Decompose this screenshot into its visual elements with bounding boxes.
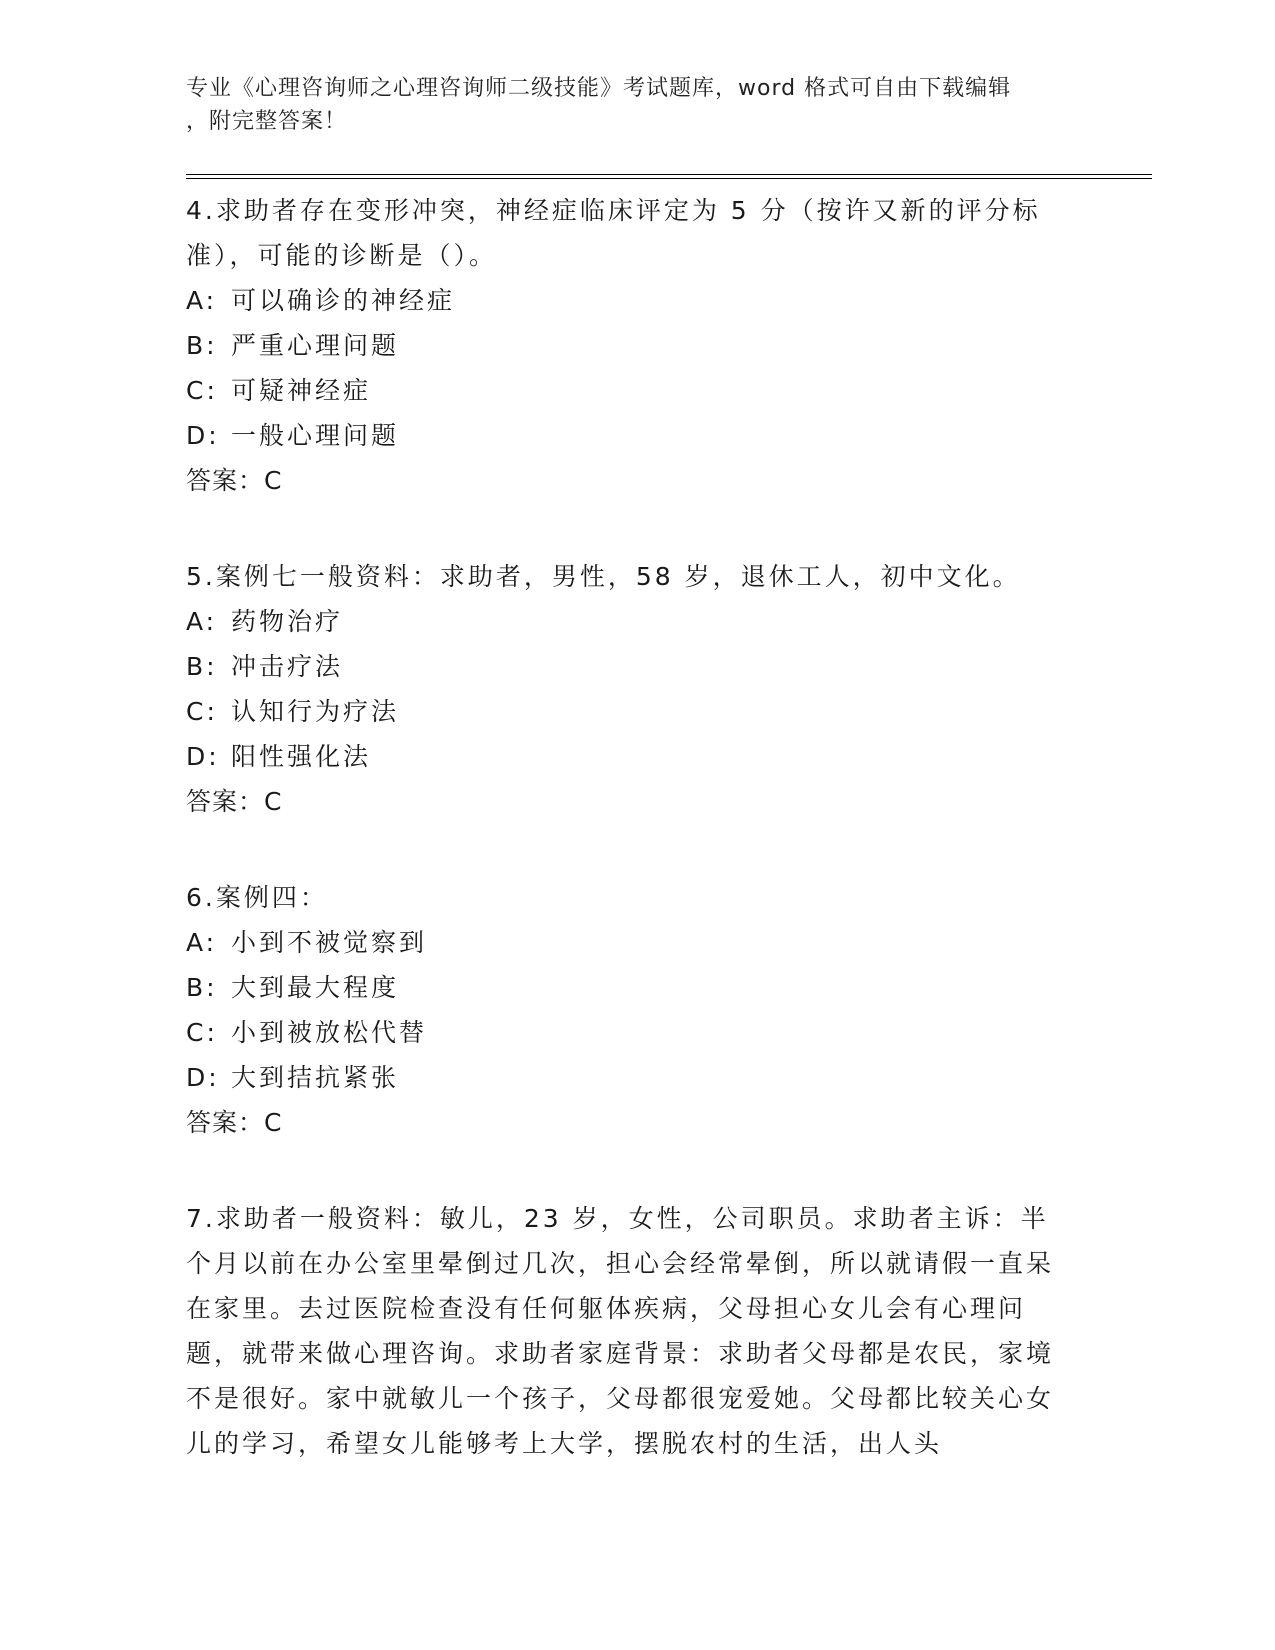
option-b	[186, 323, 1066, 368]
question-item	[186, 188, 1066, 503]
answer-value: C	[264, 787, 283, 816]
answer-label: 答案：	[186, 1108, 265, 1137]
question-stem: 4.求助者存在变形冲突，神经症临床评定为 5 分（按许又新的评分标准），可能的诊断是（）。	[186, 196, 1041, 270]
option-text: 小到不被觉察到	[231, 928, 428, 957]
question-stem: 6.案例四：	[186, 883, 328, 912]
option-text: 冲击疗法	[231, 652, 344, 681]
option-key: A:	[186, 286, 218, 315]
answer-line	[186, 1100, 1066, 1145]
option-text: 大到最大程度	[231, 973, 400, 1002]
option-text: 可以确诊的神经症	[231, 286, 456, 315]
question-item	[186, 1196, 1066, 1466]
option-key: B:	[186, 331, 218, 360]
option-text: 认知行为疗法	[231, 697, 400, 726]
question-list	[186, 188, 1066, 1517]
option-c	[186, 368, 1066, 413]
header-line-2: ，附完整答案！	[186, 109, 348, 134]
option-text: 药物治疗	[231, 607, 344, 636]
header-line-1: 专业《心理咨询师之心理咨询师二级技能》考试题库，word 格式可自由下载编辑	[186, 76, 1012, 101]
question-item	[186, 554, 1066, 824]
option-text: 一般心理问题	[231, 421, 400, 450]
header-double-rule	[186, 174, 1152, 179]
option-c	[186, 1010, 1066, 1055]
option-text: 大到拮抗紧张	[231, 1063, 400, 1092]
option-key: A:	[186, 607, 218, 636]
option-key: A:	[186, 928, 218, 957]
option-a	[186, 278, 1066, 323]
option-text: 可疑神经症	[231, 376, 372, 405]
option-d	[186, 734, 1066, 779]
question-stem: 5.案例七一般资料：求助者，男性，58 岁，退休工人，初中文化。	[186, 562, 1021, 591]
option-a	[186, 599, 1066, 644]
option-d	[186, 413, 1066, 458]
option-d	[186, 1055, 1066, 1100]
answer-line	[186, 458, 1066, 503]
option-a	[186, 920, 1066, 965]
option-b	[186, 644, 1066, 689]
option-key: D:	[186, 421, 220, 450]
option-key: C:	[186, 376, 218, 405]
option-text: 小到被放松代替	[231, 1018, 428, 1047]
option-text: 严重心理问题	[231, 331, 400, 360]
question-item	[186, 875, 1066, 1145]
option-key: D:	[186, 742, 220, 771]
option-key: C:	[186, 1018, 218, 1047]
answer-line	[186, 779, 1066, 824]
answer-label: 答案：	[186, 466, 265, 495]
option-c	[186, 689, 1066, 734]
option-key: B:	[186, 652, 218, 681]
answer-value: C	[264, 466, 283, 495]
option-key: B:	[186, 973, 218, 1002]
option-text: 阳性强化法	[231, 742, 372, 771]
option-key: D:	[186, 1063, 220, 1092]
option-key: C:	[186, 697, 218, 726]
question-stem: 7.求助者一般资料：敏儿，23 岁，女性，公司职员。求助者主诉：半个月以前在办公室里晕倒过几次，担心会经常晕倒，所以就请假一直呆在家里。去过医院检查没有任何躯体疾病，父母担心女儿会有心理问题，就带来做心理咨询。求助者家庭背景：求助者父母都是农民，家境不是很好。家中就敏儿一个孩子，父母都很宠爱她。父母都比较关心女儿的学习，希望女儿能够考上大学，摆脱农村的生活，出人头	[186, 1204, 1055, 1458]
option-b	[186, 965, 1066, 1010]
answer-label: 答案：	[186, 787, 265, 816]
answer-value: C	[264, 1108, 283, 1137]
document-header	[186, 72, 1066, 138]
